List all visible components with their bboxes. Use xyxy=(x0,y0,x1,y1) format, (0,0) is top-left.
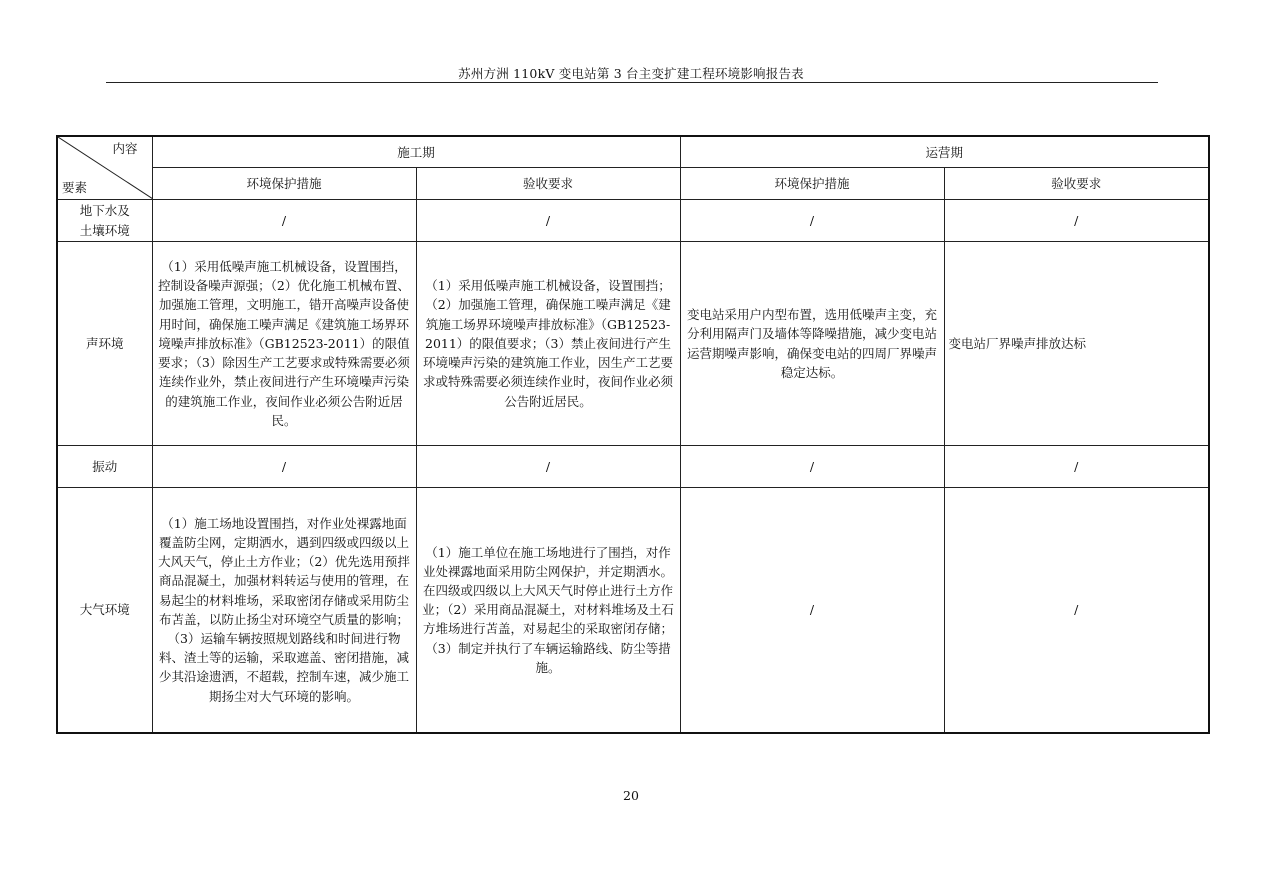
row-element-label: 声环境 xyxy=(57,242,152,446)
table-cell: / xyxy=(944,488,1209,733)
row-element-label: 地下水及 土壤环境 xyxy=(57,200,152,242)
table-cell: / xyxy=(680,446,944,488)
table-cell: / xyxy=(152,446,416,488)
table-row-acoustic xyxy=(57,242,1209,446)
header-rule xyxy=(106,82,1158,83)
table-cell: （1）采用低噪声施工机械设备，设置围挡，控制设备噪声源强；（2）优化施工机械布置、加强施工管理，文明施工，错开高噪声设备使用时间，确保施工噪声满足《建筑施工场界环境噪声排放标准》（GB12523-2011）的限值要求；（3）除因生产工艺要求或特殊需要必须连续作业外，禁止夜间进行产生环境噪声污染的建筑施工作业，夜间作业必须公告附近居民。 xyxy=(152,242,416,446)
table-cell: / xyxy=(680,200,944,242)
table-row-atmosphere xyxy=(57,488,1209,733)
table-header-row-periods xyxy=(57,136,1209,168)
row-element-label: 大气环境 xyxy=(57,488,152,733)
table-row-groundwater-soil xyxy=(57,200,1209,242)
table-cell: （1）施工单位在施工场地进行了围挡，对作业处裸露地面采用防尘网保护，并定期洒水。在四级或四级以上大风天气时停止进行土方作业；（2）采用商品混凝土，对材料堆场及土石方堆场进行苫盖，对易起尘的采取密闭存储；（3）制定并执行了车辆运输路线、防尘等措施。 xyxy=(416,488,680,733)
document-header-title: 苏州方洲 110kV 变电站第 3 台主变扩建工程环境影响报告表 xyxy=(458,66,804,81)
subheader-operation-acceptance: 验收要求 xyxy=(944,168,1209,200)
subheader-construction-acceptance: 验收要求 xyxy=(416,168,680,200)
subheader-construction-measures: 环境保护措施 xyxy=(152,168,416,200)
corner-label-content: 内容 xyxy=(112,141,138,156)
table-cell: / xyxy=(680,488,944,733)
row-element-label: 振动 xyxy=(57,446,152,488)
header-construction-period: 施工期 xyxy=(152,136,680,168)
table-cell: / xyxy=(416,446,680,488)
page-number: 20 xyxy=(623,788,639,803)
table-cell: （1）施工场地设置围挡，对作业处裸露地面覆盖防尘网，定期洒水，遇到四级或四级以上大风天气，停止土方作业；（2）优先选用预拌商品混凝土，加强材料转运与使用的管理，在易起尘的材料堆场，采取密闭存储或采用防尘布苫盖，以防止扬尘对环境空气质量的影响；（3）运输车辆按照规划路线和时间进行物料、渣土等的运输，采取遮盖、密闭措施，减少其沿途遗洒，不超载，控制车速，减少施工期扬尘对大气环境的影响。 xyxy=(152,488,416,733)
corner-header-cell xyxy=(57,136,152,200)
subheader-operation-measures: 环境保护措施 xyxy=(680,168,944,200)
table-cell: / xyxy=(152,200,416,242)
corner-label-element: 要素 xyxy=(62,179,88,195)
table-cell: / xyxy=(416,200,680,242)
table-cell: / xyxy=(944,200,1209,242)
table-cell: （1）采用低噪声施工机械设备，设置围挡；（2）加强施工管理，确保施工噪声满足《建筑施工场界环境噪声排放标准》（GB12523-2011）的限值要求；（3）禁止夜间进行产生环境噪声污染的建筑施工作业，因生产工艺要求或特殊需要必须连续作业时，夜间作业必须公告附近居民。 xyxy=(416,242,680,446)
environmental-measures-table xyxy=(56,135,1210,734)
header-operation-period: 运营期 xyxy=(680,136,1209,168)
table-header-row-subheaders xyxy=(57,168,1209,200)
table-row-vibration xyxy=(57,446,1209,488)
table-cell: 变电站采用户内型布置，选用低噪声主变，充分利用隔声门及墙体等降噪措施，减少变电站运营期噪声影响，确保变电站的四周厂界噪声稳定达标。 xyxy=(680,242,944,446)
table-cell: / xyxy=(944,446,1209,488)
table-cell: 变电站厂界噪声排放达标 xyxy=(944,242,1209,446)
